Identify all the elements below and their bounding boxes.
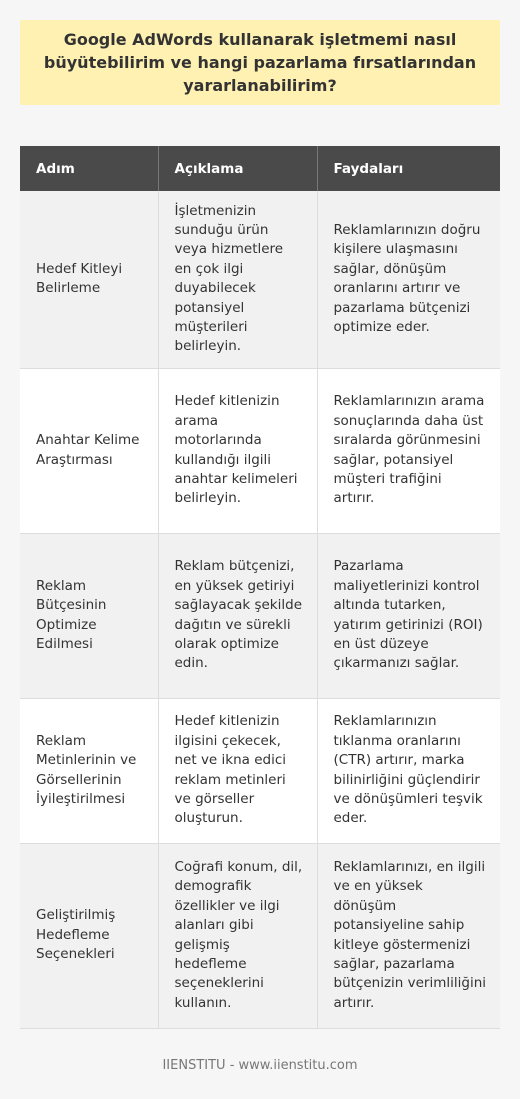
cell-description: Reklam bütçenizi, en yüksek getiriyi sağlayacak şekilde dağıtın ve sürekli olarak optimize edin. [158,533,317,698]
column-header-step: Adım [20,146,158,191]
cell-description: Coğrafi konum, dil, demografik özellikler ve ilgi alanları gibi gelişmiş hedefleme seçeneklerini kullanın. [158,843,317,1028]
cell-description: Hedef kitlenizin arama motorlarında kullandığı ilgili anahtar kelimeleri belirleyin. [158,368,317,533]
column-header-benefits: Faydaları [317,146,500,191]
cell-step: Reklam Metinlerinin ve Görsellerinin İyileştirilmesi [20,698,158,843]
table-header-row [20,146,500,191]
table-row [20,191,500,368]
cell-step: Anahtar Kelime Araştırması [20,368,158,533]
page-title: Google AdWords kullanarak işletmemi nasıl büyütebilirim ve hangi pazarlama fırsatlarından yararlanabilirim? [20,20,500,105]
cell-benefits: Pazarlama maliyetlerinizi kontrol altında tutarken, yatırım getirinizi (ROI) en üst düzeye çıkarmanızı sağlar. [317,533,500,698]
table-row [20,533,500,698]
cell-step: Geliştirilmiş Hedefleme Seçenekleri [20,843,158,1028]
column-header-description: Açıklama [158,146,317,191]
cell-step: Hedef Kitleyi Belirleme [20,191,158,368]
cell-description: İşletmenizin sunduğu ürün veya hizmetlere en çok ilgi duyabilecek potansiyel müşterileri belirleyin. [158,191,317,368]
table-row [20,368,500,533]
table-row [20,698,500,843]
cell-benefits: Reklamlarınızın tıklanma oranlarını (CTR) artırır, marka bilinirliğini güçlendirir ve dönüşümleri teşvik eder. [317,698,500,843]
cell-step: Reklam Bütçesinin Optimize Edilmesi [20,533,158,698]
footer-credit: IIENSTITU - www.iienstitu.com [162,1058,358,1073]
cell-description: Hedef kitlenizin ilgisini çekecek, net ve ikna edici reklam metinleri ve görseller oluşturun. [158,698,317,843]
data-table [20,146,500,1029]
cell-benefits: Reklamlarınızı, en ilgili ve en yüksek dönüşüm potansiyeline sahip kitleye göstermenizi sağlar, pazarlama bütçenizin verimliliğini artırır. [317,843,500,1028]
cell-benefits: Reklamlarınızın arama sonuçlarında daha üst sıralarda görünmesini sağlar, potansiyel müşteri trafiğini artırır. [317,368,500,533]
table-row [20,843,500,1028]
cell-benefits: Reklamlarınızın doğru kişilere ulaşmasını sağlar, dönüşüm oranlarını artırır ve pazarlama bütçenizi optimize eder. [317,191,500,368]
